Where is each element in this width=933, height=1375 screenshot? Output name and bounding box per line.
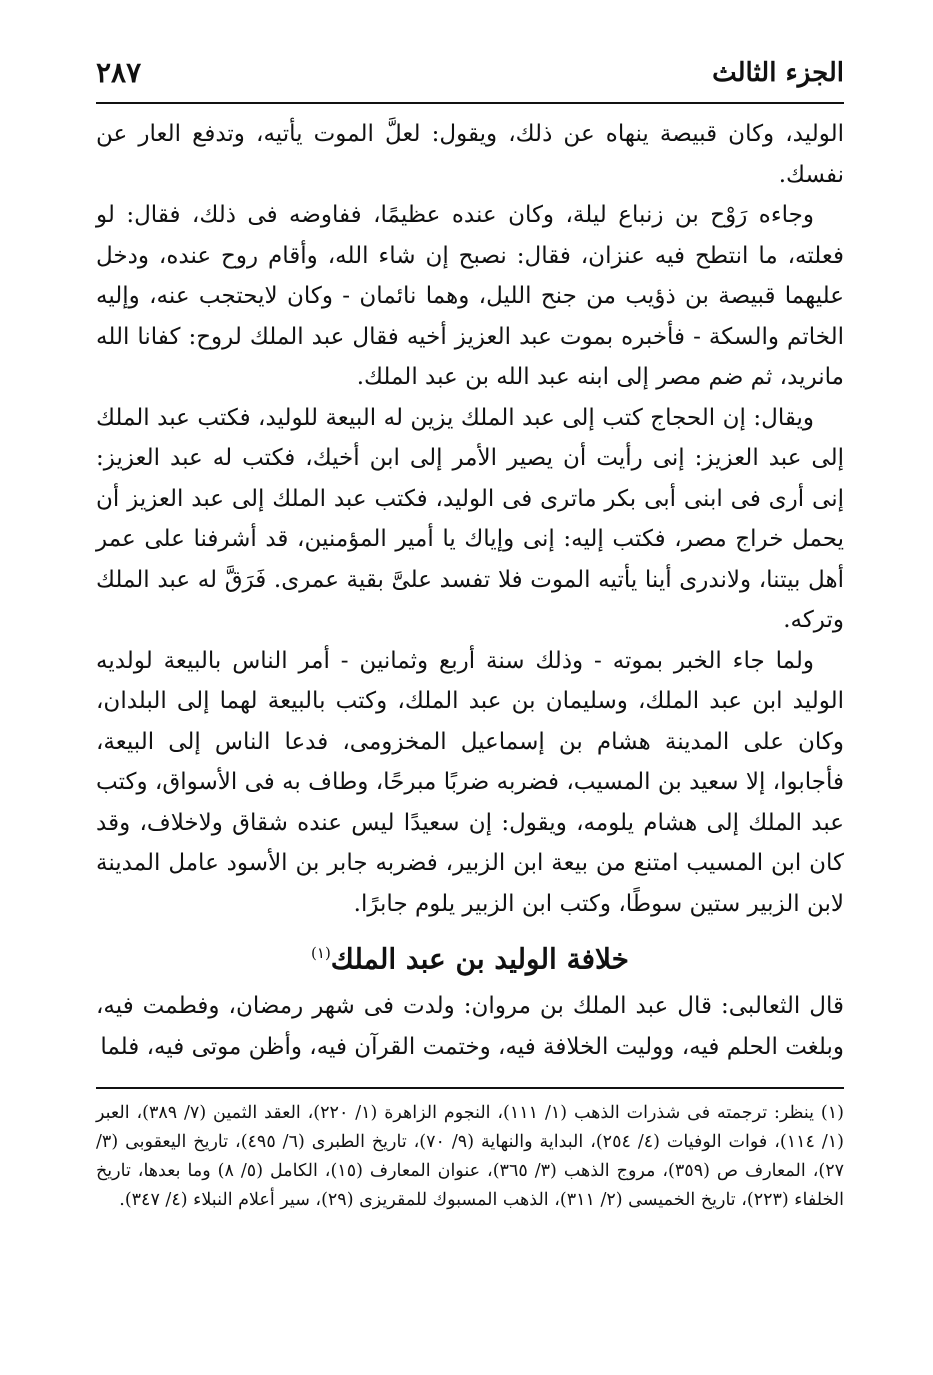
footnote-divider <box>96 1087 844 1089</box>
page-number: ٢٨٧ <box>96 56 142 89</box>
paragraph: قال الثعالبى: قال عبد الملك بن مروان: ولدت فى شهر رمضان، وفطمت فيه، وبلغت الحلم فيه، ووليت الخلافة فيه، وختمت القرآن فيه، وأظن موتى فيه، فلما <box>96 993 844 1060</box>
footnote-reference: (١) <box>311 944 331 962</box>
footnote: (١) ينظر: ترجمته فى شذرات الذهب (١/ ١١١)، النجوم الزاهرة (١/ ٢٢٠)، العقد الثمين (٧/ ٣٨٩)، العبر (١/ ١١٤)، فوات الوفيات (٤/ ٢٥٤)، البداية والنهاية (٩/ ٧٠)، تاريخ الطبرى (٦/ ٤٩٥)، تاريخ اليعقوبى (٣/ ٢٧)، المعارف ص (٣٥٩)، مروج الذهب (٣/ ٣٦٥)، عنوان المعارف (١٥)، الكامل (٥/ ٨) وما بعدها، تاريخ الخلفاء (٢٢٣)، تاريخ الخميسى (٢/ ٣١١)، الذهب المسبوك للمقريزى (٢٩)، سير أعلام النبلاء (٤/ ٣٤٧). <box>96 1103 845 1211</box>
section-heading <box>96 930 844 982</box>
book-page <box>96 52 844 1342</box>
section-heading-text: خلافة الوليد بن عبد الملك <box>330 942 629 976</box>
page-header <box>96 52 844 104</box>
paragraph: ولما جاء الخبر بموته - وذلك سنة أربع وثمانين - أمر الناس بالبيعة لولديه الوليد ابن عبد الملك، وسليمان بن عبد الملك، وكتب بالبيعة لهما إلى البلدان، وكان على المدينة هشام بن إسماعيل المخزومى، فدعا الناس إلى البيعة، فأجابوا، إلا سعيد بن المسيب، فضربه ضربًا مبرحًا، وطاف به فى الأسواق، وكتب عبد الملك إلى هشام يلومه، ويقول: إن سعيدًا ليس عنده شقاق ولاخلاف، وقد كان ابن المسيب امتنع من بيعة ابن الزبير، فضربه جابر بن الأسود عامل المدينة لابن الزبير ستين سوطًا، وكتب ابن الزبير يلوم جابرًا. <box>96 647 844 917</box>
running-head-title: الجزء الثالث <box>712 58 844 88</box>
paragraph: وجاءه رَوْح بن زنباع ليلة، وكان عنده عظيمًا، ففاوضه فى ذلك، فقال: لو فعلته، ما انتطح فيه عنزان، فقال: نصبح إن شاء الله، وأقام روح عنده، ودخل عليهما قبيصة بن ذؤيب من جنح الليل، وهما نائمان - وكان لايحتجب عنه، وإليه الخاتم والسكة - فأخبره بموت عبد العزيز أخيه فقال عبد الملك لروح: كفانا الله مانريد، ثم ضم مصر إلى ابنه عبد الله بن عبد الملك. <box>96 202 844 390</box>
main-text <box>96 114 844 1067</box>
paragraph: ويقال: إن الحجاج كتب إلى عبد الملك يزين له البيعة للوليد، فكتب عبد الملك إلى عبد العزيز: إنى رأيت أن يصير الأمر إلى ابن أخيك، فكتب له عبد العزيز: إنى أرى فى ابنى أبى بكر ماترى فى الوليد، فكتب عبد الملك إلى عبد العزيز أن يحمل خراج مصر، فكتب إليه: إنى وإياك يا أمير المؤمنين، قد أشرفنا على عمر أهل بيتنا، ولاندرى أينا يأتيه الموت فلا تفسد علىَّ بقية عمرى. فَرَقَّ له عبد الملك وتركه. <box>96 404 844 633</box>
paragraph-continuation: الوليد، وكان قبيصة ينهاه عن ذلك، ويقول: لعلَّ الموت يأتيه، وتدفع العار عن نفسك. <box>96 121 844 188</box>
